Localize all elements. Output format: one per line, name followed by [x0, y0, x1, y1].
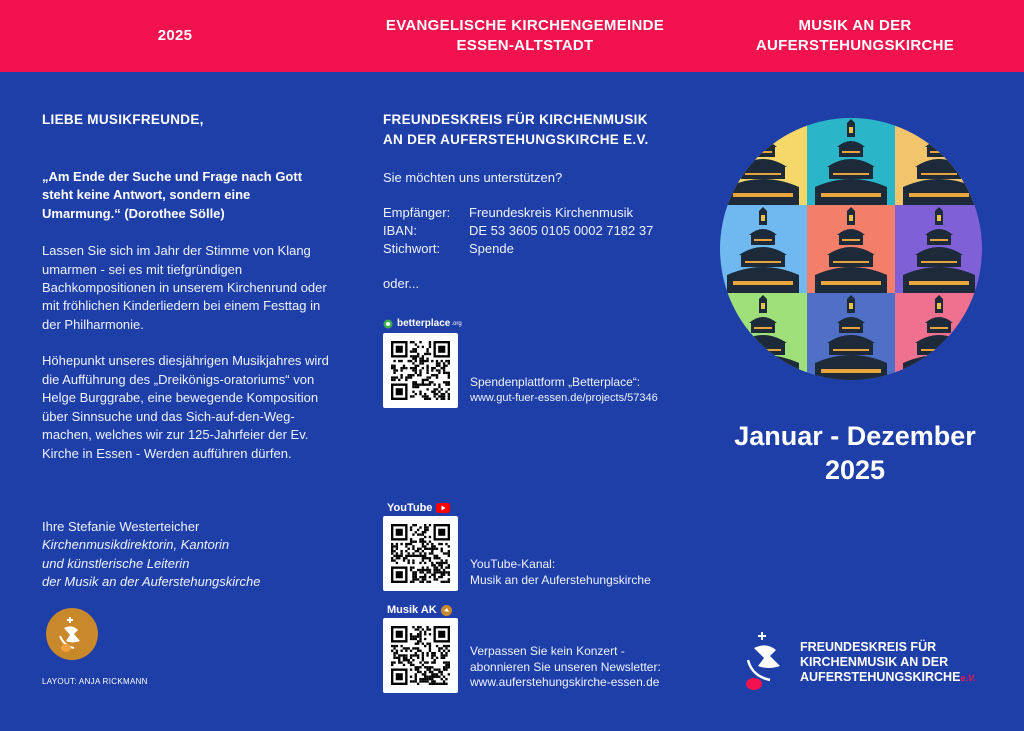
church-music-logo-round [46, 608, 98, 660]
bank-value: DE 53 3605 0105 0002 7182 37 [469, 223, 654, 239]
angel-logo-icon [46, 608, 98, 660]
intro-paragraph: Lassen Sie sich im Jahr der Stimme von Klang umarmen - sei es mit tiefgründigen Bachkompositionen in unserem Kirchenrund oder mit fröhlichen Kinderliedern bei einem Festtag in der Philharmonie. [42, 243, 327, 332]
header-year: 2025 [157, 26, 193, 44]
layout-credit: LAYOUT: ANJA RICKMANN [42, 677, 148, 686]
freundeskreis-logo-text: FREUNDESKREIS FÜR KIRCHENMUSIK AN DER AUFERSTEHUNGSKIRCHEe.V. [800, 640, 976, 684]
youtube-play-icon [436, 503, 450, 513]
quote: „Am Ende der Suche und Frage nach Gott steht keine Antwort, sondern eine Umarmung.“ (Dorothee Sölle) [42, 168, 303, 222]
newsletter-link[interactable]: www.auferstehungskirche-essen.de [470, 675, 660, 690]
church-rotunda-icon [720, 293, 807, 380]
newsletter-qr-code[interactable] [383, 618, 458, 693]
bank-label: Stichwort: [383, 241, 441, 257]
header-bar [0, 0, 1024, 72]
bank-details [383, 204, 703, 259]
youtube-info: YouTube-Kanal: Musik an der Auferstehungskirche [470, 557, 651, 587]
bank-row [383, 204, 703, 222]
church-rotunda-icon [720, 205, 807, 293]
betterplace-qr-code[interactable] [383, 333, 458, 408]
angel-badge-icon [441, 605, 452, 616]
church-rotunda-icon [720, 118, 807, 205]
friends-heading: FREUNDESKREIS FÜR KIRCHENMUSIK AN DER AUFERSTEHUNGSKIRCHE E.V. [383, 112, 649, 147]
period-title: Januar - Dezember 2025 [734, 421, 976, 485]
church-rotunda-icon [807, 118, 895, 205]
betterplace-link[interactable]: www.gut-fuer-essen.de/projects/57346 [470, 391, 658, 404]
church-rotunda-icon [895, 118, 982, 205]
church-rotunda-icon [807, 205, 895, 293]
betterplace-leaf-icon [383, 319, 393, 329]
collage-tile [720, 205, 807, 293]
signature: Ihre Stefanie Westerteicher Kirchenmusikdirektorin, Kantorin und künstlerische Leiterin der Musik an der Auferstehungskirche [42, 519, 261, 590]
support-question: Sie möchten uns unterstützen? [383, 170, 563, 186]
church-rotunda-icon [807, 293, 895, 380]
qr-code-icon [391, 524, 450, 583]
collage-tile [895, 293, 982, 380]
collage-tile [807, 293, 895, 380]
qr-code-icon [391, 626, 450, 685]
collage-tile [895, 205, 982, 293]
newsletter-info: Verpassen Sie kein Konzert - abonnieren Sie unseren Newsletter: www.auferstehungskirche-essen.de [470, 644, 661, 690]
bank-label: IBAN: [383, 223, 417, 239]
church-rotunda-icon [895, 205, 982, 293]
collage-tile [720, 293, 807, 380]
church-rotunda-icon [895, 293, 982, 380]
header-music: MUSIK AN DER AUFERSTEHUNGSKIRCHE [755, 16, 955, 54]
bank-value: Spende [469, 241, 514, 257]
bank-label: Empfänger: [383, 204, 451, 220]
betterplace-logo: betterplace .org [383, 318, 462, 329]
collage-tile [720, 118, 807, 205]
collage-tile [807, 118, 895, 205]
middle-column [383, 110, 703, 293]
highlight-paragraph: Höhepunkt unseres diesjährigen Musikjahres wird die Aufführung des „Dreikönigs-oratoriums“ von Helge Burggrabe, eine bewegende Komposition über Sinnsuche und das Sich-auf-den-Weg-machen, welches wir zur 125-Jahrfeier der Ev. Kirche in Essen - Werden aufführen dürfen. [42, 353, 329, 461]
greeting-heading: LIEBE MUSIKFREUNDE, [42, 112, 204, 127]
left-column [42, 110, 342, 463]
church-collage [720, 118, 982, 380]
oder-text: oder... [383, 275, 420, 291]
youtube-qr-code[interactable] [383, 516, 458, 591]
header-congregation: EVANGELISCHE KIRCHENGEMEINDE ESSEN-ALTSTADT [385, 16, 665, 54]
freundeskreis-logo-icon [740, 630, 792, 694]
qr-code-icon [391, 341, 450, 400]
bank-row [383, 240, 703, 258]
betterplace-info: Spendenplattform „Betterplace“: www.gut-fuer-essen.de/projects/57346 [470, 375, 658, 404]
collage-tile [895, 118, 982, 205]
bank-row [383, 222, 703, 240]
collage-tile [807, 205, 895, 293]
youtube-label: YouTube [387, 502, 450, 514]
newsletter-label: Musik AK [387, 604, 452, 616]
bank-value: Freundeskreis Kirchenmusik [469, 204, 634, 220]
